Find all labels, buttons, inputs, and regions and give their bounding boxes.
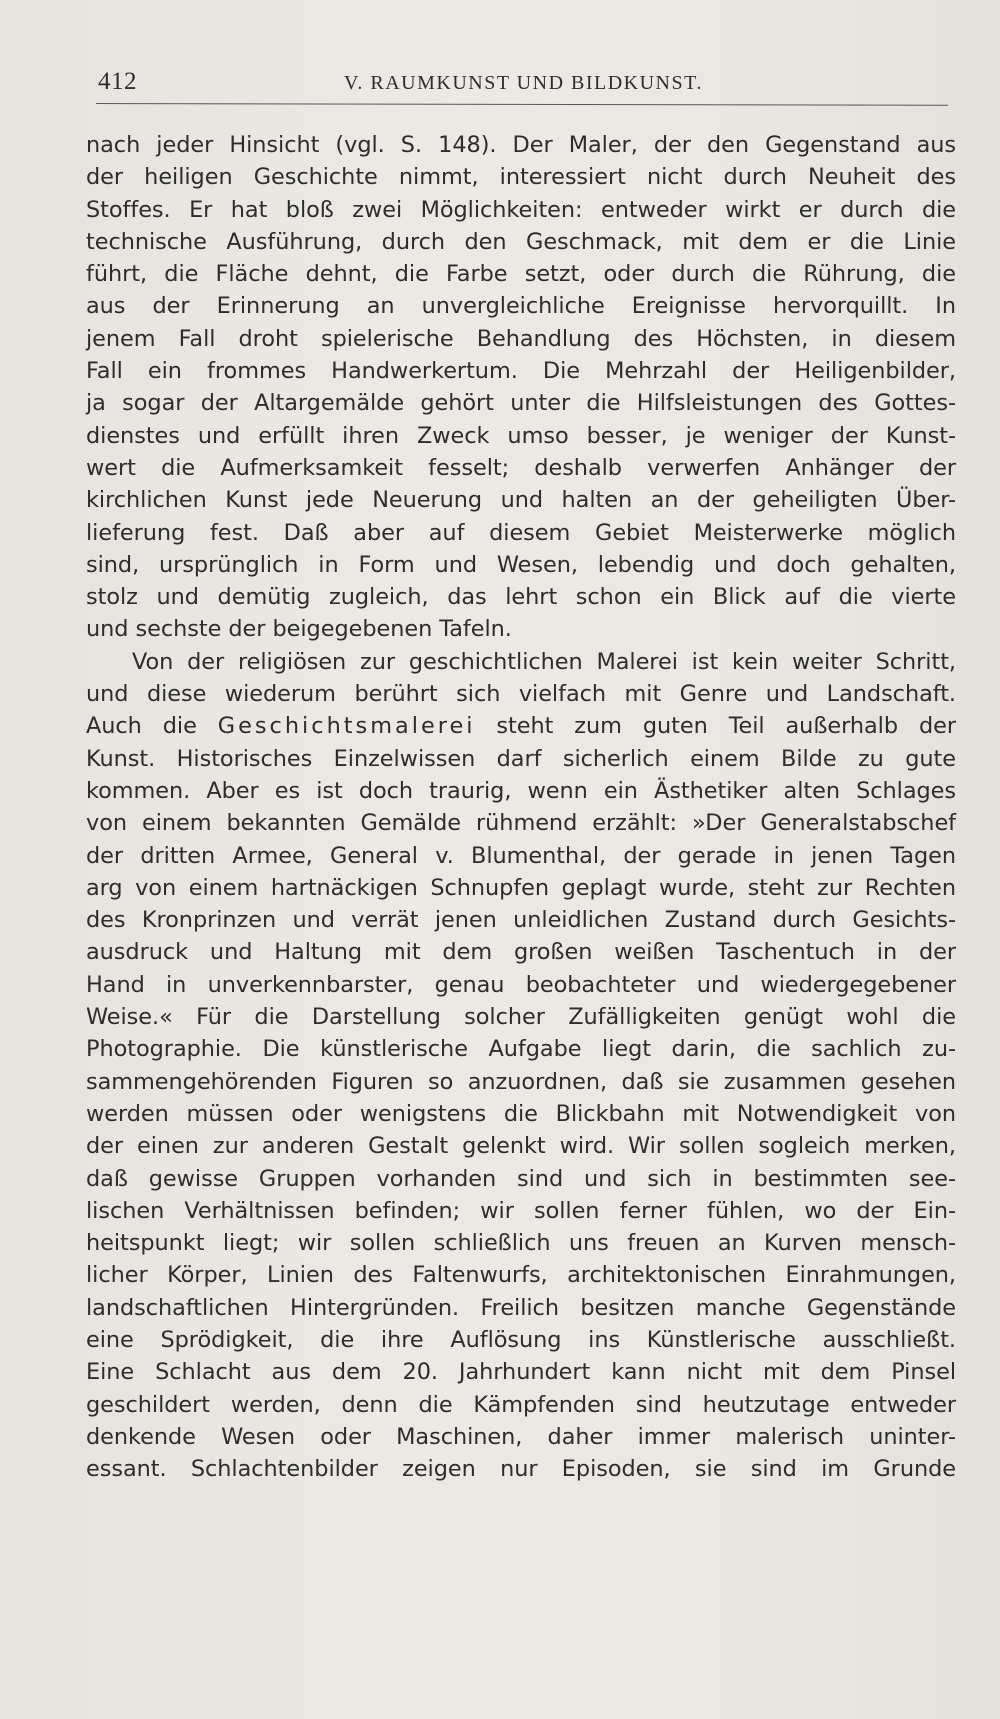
text-line: wert die Aufmerksamkeit fesselt; deshalb verwerfen Anhänger der — [86, 454, 956, 481]
text-line: sammengehörenden Figuren so anzuordnen, daß sie zusammen gesehen — [86, 1068, 956, 1095]
text-line: Stoffes. Er hat bloß zwei Möglichkeiten: entweder wirkt er durch die — [86, 196, 956, 223]
text-line: kirchlichen Kunst jede Neuerung und halten an der geheiligten Über- — [86, 487, 956, 514]
text-line: landschaftlichen Hintergründen. Freilich besitzen manche Gegenstände — [86, 1294, 956, 1321]
text-line: Eine Schlacht aus dem 20. Jahrhundert kann nicht mit dem Pinsel — [86, 1359, 956, 1386]
text-line: eine Sprödigkeit, die ihre Auflösung ins Künstlerische ausschließt. — [86, 1326, 956, 1353]
text-line: Hand in unverkennbarster, genau beobachteter und wiedergegebener — [86, 971, 956, 998]
text-line: daß gewisse Gruppen vorhanden sind und sich in bestimmten see- — [86, 1165, 956, 1192]
text-line: licher Körper, Linien des Faltenwurfs, architektonischen Einrahmungen, — [86, 1262, 956, 1289]
text-line: der einen zur anderen Gestalt gelenkt wird. Wir sollen sogleich merken, — [86, 1133, 956, 1160]
text-line: Von der religiösen zur geschichtlichen Malerei ist kein weiter Schritt, — [132, 648, 956, 675]
text-line: geschildert werden, denn die Kämpfenden sind heutzutage entweder — [86, 1391, 956, 1418]
text-line: Photographie. Die künstlerische Aufgabe liegt darin, die sachlich zu- — [86, 1036, 956, 1063]
text-line: und sechste der beigegebenen Tafeln. — [86, 616, 512, 643]
text-line: von einem bekannten Gemälde rühmend erzählt: »Der Generalstabschef — [86, 810, 956, 837]
text-line: aus der Erinnerung an unvergleichliche Ereignisse hervorquillt. In — [86, 293, 956, 320]
text-line: ja sogar der Altargemälde gehört unter die Hilfsleistungen des Gottes- — [86, 390, 956, 417]
text-line: denkende Wesen oder Maschinen, daher immer malerisch uninter- — [86, 1423, 956, 1450]
body-text — [86, 129, 956, 1485]
text-line: technische Ausführung, durch den Geschmack, mit dem er die Linie — [86, 228, 956, 255]
text-line: des Kronprinzen und verrät jenen unleidlichen Zustand durch Gesichts- — [86, 907, 956, 934]
text-line: dienstes und erfüllt ihren Zweck umso besser, je weniger der Kunst- — [86, 422, 956, 449]
text-line: ausdruck und Haltung mit dem großen weißen Taschentuch in der — [86, 939, 956, 966]
text-line: und diese wiederum berührt sich vielfach mit Genre und Landschaft. — [86, 681, 956, 708]
text-line: Fall ein frommes Handwerkertum. Die Mehrzahl der Heiligenbilder, — [86, 358, 956, 385]
text-line: lischen Verhältnissen befinden; wir sollen ferner fühlen, wo der Ein- — [86, 1197, 956, 1224]
text-line: heitspunkt liegt; wir sollen schließlich uns freuen an Kurven mensch- — [86, 1230, 956, 1257]
text-line: werden müssen oder wenigstens die Blickbahn mit Notwendigkeit von — [86, 1100, 956, 1127]
page-number: 412 — [98, 68, 137, 95]
text-line: stolz und demütig zugleich, das lehrt schon ein Blick auf die vierte — [86, 584, 956, 611]
text-line: essant. Schlachtenbilder zeigen nur Episoden, sie sind im Grunde — [86, 1456, 956, 1483]
text-line: kommen. Aber es ist doch traurig, wenn ein Ästhetiker alten Schlages — [86, 777, 956, 804]
text-line: jenem Fall droht spielerische Behandlung des Höchsten, in diesem — [86, 325, 956, 352]
running-head: V. RAUMKUNST UND BILDKUNST. — [344, 72, 703, 94]
text-fragment: Auch die — [86, 713, 197, 740]
text-line: Weise.« Für die Darstellung solcher Zufälligkeiten genügt wohl die — [86, 1004, 956, 1031]
text-line: nach jeder Hinsicht (vgl. S. 148). Der Maler, der den Gegenstand aus — [86, 132, 956, 158]
text-line: der dritten Armee, General v. Blumenthal, der gerade in jenen Tagen — [86, 842, 956, 869]
text-line: sind, ursprünglich in Form und Wesen, lebendig und doch gehalten, — [86, 551, 956, 578]
text-line-auch — [86, 710, 956, 742]
page-header — [98, 68, 946, 102]
text-line: lieferung fest. Daß aber auf diesem Gebiet Meisterwerke möglich — [86, 519, 956, 546]
header-rule — [96, 103, 948, 106]
spaced-term: Geschichtsmalerei — [217, 713, 476, 740]
text-line: führt, die Fläche dehnt, die Farbe setzt, oder durch die Rührung, die — [86, 261, 956, 288]
text-line: Kunst. Historisches Einzelwissen darf sicherlich einem Bilde zu gute — [86, 745, 956, 772]
text-line: arg von einem hartnäckigen Schnupfen geplagt wurde, steht zur Rechten — [86, 874, 956, 901]
text-line: der heiligen Geschichte nimmt, interessiert nicht durch Neuheit des — [86, 164, 956, 191]
text-fragment: steht zum guten Teil außerhalb der — [496, 713, 956, 740]
